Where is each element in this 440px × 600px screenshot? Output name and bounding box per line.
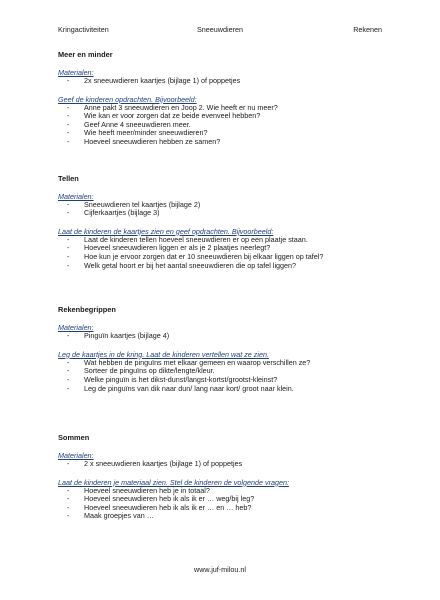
block-label: Materialen: <box>58 191 94 201</box>
section-title: Rekenbegrippen <box>58 305 116 315</box>
list-item: - Wie heeft meer/minder sneeuwdieren? <box>67 128 208 138</box>
block-label: Laat de kinderen je materiaal zien. Stel de kinderen de volgende vragen: <box>58 477 289 487</box>
list-item: - Hoeveel sneeuwdieren liggen er als je 2 plaatjes neerlegt? <box>67 243 271 253</box>
list-item: - Welke pinguïn is het dikst-dunst/langst-kortst/grootst-kleinst? <box>67 374 278 384</box>
list-item: - Sorteer de pinguïns op dikte/lengte/kleur. <box>67 366 215 376</box>
block-label: Laat de kinderen de kaartjes zien en geef opdrachten. Bijvoorbeeld: <box>58 226 274 236</box>
block-label: Geef de kinderen opdrachten. Bijvoorbeeld: <box>58 94 197 104</box>
item-list <box>58 332 388 341</box>
list-item: - Hoe kun je ervoor zorgen dat er 10 sneeuwdieren bij elkaar liggen op tafel? <box>67 251 324 261</box>
list-item: - 2 x sneeuwdieren kaartjes (bijlage 1) of poppetjes <box>67 459 243 469</box>
section-rekenbegrippen <box>58 305 388 393</box>
header-right: Rekenen <box>353 25 382 34</box>
section-title: Meer en minder <box>58 50 113 59</box>
footer-website: www.juf-milou.nl <box>194 565 246 574</box>
section-tellen <box>58 174 388 271</box>
block-label: Materialen: <box>58 323 94 333</box>
section-meer-en-minder <box>58 50 388 147</box>
list-item: - Hoeveel sneeuwdieren heb ik als ik er … en … heb? <box>67 502 252 512</box>
document-content <box>58 50 388 528</box>
list-item: - Pinguïn kaartjes (bijlage 4) <box>67 331 170 341</box>
list-item: - Welk getal hoort er bij het aantal sneeuwdieren die op tafel liggen? <box>67 260 297 270</box>
block-label: Materialen: <box>58 68 94 77</box>
section-title: Sommen <box>58 433 90 443</box>
list-item: - Maak groepjes van … <box>67 511 154 521</box>
list-item: - Geef Anne 4 sneeuwdieren meer. <box>67 119 191 129</box>
list-item: - Wat hebben de pinguïns met elkaar gemeen en waarop verschillen ze? <box>67 357 311 367</box>
block-label: Materialen: <box>58 451 94 461</box>
list-item: - 2x sneeuwdieren kaartjes (bijlage 1) of poppetjes <box>67 76 241 85</box>
item-list <box>58 460 388 469</box>
list-item: - Laat de kinderen tellen hoeveel sneeuwdieren er op een plaatje staan. <box>67 234 308 244</box>
section-title: Tellen <box>58 173 79 183</box>
block-label: Leg de kaartjes in de kring. Laat de kinderen vertellen wat ze zien. <box>58 349 269 359</box>
item-list <box>58 77 388 86</box>
list-item: - Hoeveel sneeuwdieren heb je in totaal? <box>67 485 210 495</box>
item-list <box>58 201 388 218</box>
page-header <box>58 25 382 37</box>
item-list <box>58 487 388 521</box>
list-item: - Wie kan er voor zorgen dat ze beide evenveel hebben? <box>67 111 261 121</box>
list-item: - Anne pakt 3 sneeuwdieren en Joop 2. Wie heeft er nu meer? <box>67 102 278 112</box>
list-item: - Cijferkaartjes (bijlage 3) <box>67 208 160 218</box>
item-list <box>58 104 388 147</box>
list-item: - Hoeveel sneeuwdieren heb ik als ik er … weg/bij leg? <box>67 494 255 504</box>
header-left: Kringactiviteiten <box>58 25 109 34</box>
list-item: - Leg de pinguïns van dik naar dun/ lang naar kort/ groot naar klein. <box>67 383 294 393</box>
item-list <box>58 236 388 270</box>
item-list <box>58 359 388 393</box>
list-item: - Sneeuwdieren tel kaartjes (bijlage 2) <box>67 199 201 209</box>
section-sommen <box>58 433 388 521</box>
header-center: Sneeuwdieren <box>197 25 243 34</box>
list-item: - Hoeveel sneeuwdieren hebben ze samen? <box>67 136 221 146</box>
